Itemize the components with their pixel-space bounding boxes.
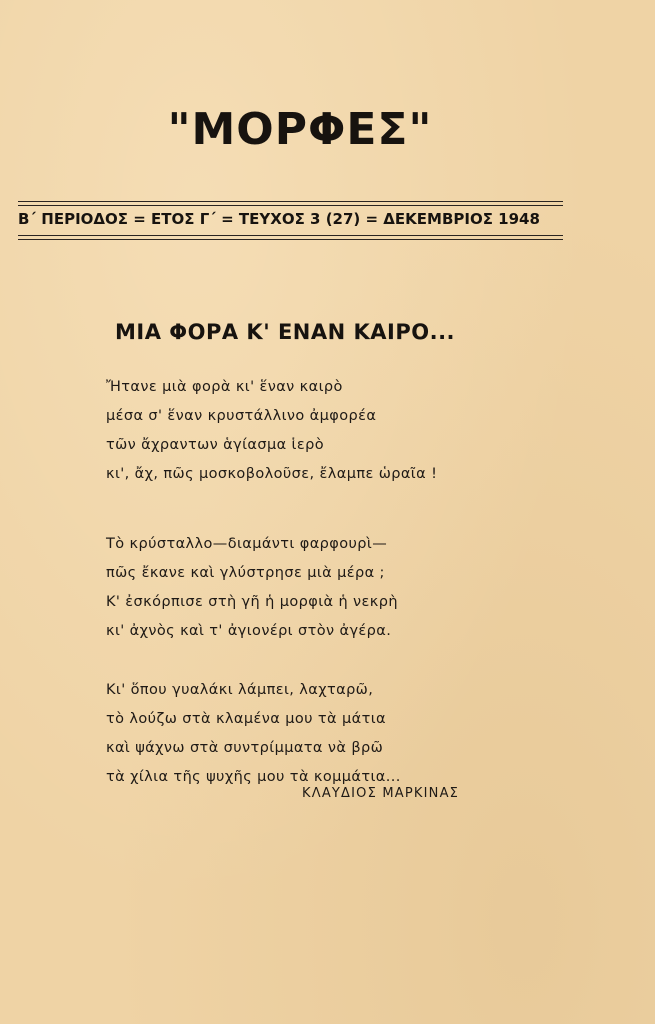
bottom-double-rule-upper <box>18 235 563 236</box>
issue-info: Β΄ ΠΕΡΙΟΔΟΣ = ΕΤΟΣ Γ΄ = ΤΕΥΧΟΣ 3 (27) = ΔΕΚΕΜΒΡΙΟΣ 1948 <box>18 210 540 228</box>
poem-line: κι' ἀχνὸς καὶ τ' ἀγιονέρι στὸν ἀγέρα. <box>106 623 392 639</box>
poem-line: κι', ἄχ, πῶς μοσκοβολοῦσε, ἔλαμπε ὡραῖα ! <box>106 466 438 482</box>
poem-line: τῶν ἄχραντων ἁγίασμα ἱερὸ <box>106 437 324 453</box>
poem-line: Κ' ἐσκόρπισε στὴ γῆ ἡ μορφιὰ ἡ νεκρὴ <box>106 594 398 610</box>
poem-stanza-1 <box>106 373 437 489</box>
poem-line: πῶς ἔκανε καὶ γλύστρησε μιὰ μέρα ; <box>106 565 385 581</box>
poem-line: Ἤτανε μιὰ φορὰ κι' ἕναν καιρὸ <box>106 379 343 395</box>
magazine-title: "ΜΟΡΦΕΣ" <box>167 104 433 155</box>
poem-line: μέσα σ' ἕναν κρυστάλλινο ἀμφορέα <box>106 408 377 424</box>
poem-line: τὸ λούζω στὰ κλαμένα μου τὰ μάτια <box>106 711 386 727</box>
poem-line: Κι' ὅπου γυαλάκι λάμπει, λαχταρῶ, <box>106 682 374 698</box>
poem-stanza-3 <box>106 676 401 792</box>
poem-line: τὰ χίλια τῆς ψυχῆς μου τὰ κομμάτια... <box>106 769 401 785</box>
poem-line: καὶ ψάχνω στὰ συντρίμματα νὰ βρῶ <box>106 740 384 756</box>
top-double-rule-upper <box>18 201 563 202</box>
poem-stanza-2 <box>106 530 398 646</box>
poem-title: ΜΙΑ ΦΟΡΑ Κ' ΕΝΑΝ ΚΑΙΡΟ... <box>115 320 456 344</box>
top-double-rule-lower <box>18 205 563 206</box>
bottom-double-rule-lower <box>18 239 563 240</box>
poem-author: ΚΛΑΥΔΙΟΣ ΜΑΡΚΙΝΑΣ <box>302 786 460 801</box>
poem-line: Τὸ κρύσταλλο—διαμάντι φαρφουρὶ— <box>106 536 388 552</box>
